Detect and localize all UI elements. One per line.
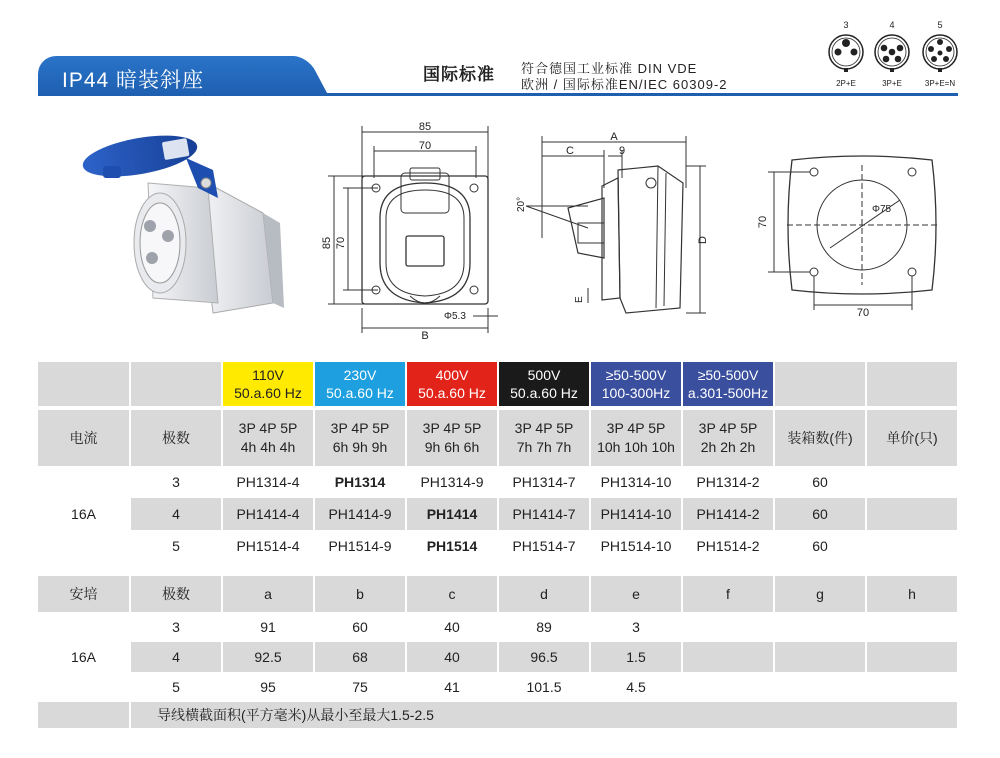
dimension-header-row: 安培 极数 a b c d e f g h — [38, 576, 958, 612]
front-dim-bottom: B — [421, 330, 429, 342]
side-dim-c: C — [566, 145, 574, 157]
back-view-drawing — [752, 150, 952, 320]
pole-header: 3P 4P 5P 7h 7h 7h — [498, 410, 590, 466]
side-dim-e: E — [574, 296, 585, 303]
pin-diagram-5 — [920, 20, 960, 88]
back-dim-left: 70 — [757, 215, 769, 229]
pin-diagram-label: 3P+E — [882, 79, 902, 88]
side-dim-a: A — [610, 131, 618, 143]
col-poles: 极数 — [130, 576, 222, 612]
standard-main: 国际标准 — [423, 65, 495, 84]
dimension-table — [38, 576, 959, 728]
pole-header: 3P 4P 5P 4h 4h 4h — [222, 410, 314, 466]
col-install: 安培 — [38, 576, 130, 612]
side-dim-angle: 20° — [516, 196, 527, 212]
table-row: 4 92.5 68 40 96.5 1.5 — [38, 642, 958, 672]
front-dim-top-inner: 70 — [418, 140, 432, 152]
col-price: 单价(只) — [866, 410, 958, 466]
pin-4-icon — [872, 32, 912, 72]
back-dim-bottom: 70 — [856, 307, 870, 319]
pole-header-row — [38, 410, 958, 466]
side-dim-9: 9 — [618, 145, 626, 157]
pin-diagram-4 — [872, 20, 912, 88]
front-dim-hole: Φ5.3 — [444, 311, 466, 322]
pin-diagram-num: 4 — [889, 20, 895, 30]
front-dim-left-inner: 70 — [335, 236, 347, 250]
front-dim-top-outer: 85 — [418, 121, 432, 133]
pin-5-icon — [920, 32, 960, 72]
table-row: 16A 3 PH1314-4 PH1314 PH1314-9 PH1314-7 PH1314-10 PH1314-2 60 — [38, 466, 958, 498]
voltage-cell-230: 230V 50.a.60 Hz — [314, 362, 406, 406]
footer-row — [38, 702, 958, 728]
current-cell: 16A — [38, 612, 130, 702]
pole-header: 3P 4P 5P 10h 10h 10h — [590, 410, 682, 466]
pin-diagram-label: 3P+E=N — [924, 79, 956, 88]
voltage-row — [38, 362, 958, 406]
back-dim-circle: Φ75 — [872, 204, 892, 215]
voltage-cell-400: 400V 50.a.60 Hz — [406, 362, 498, 406]
voltage-cell-110: 110V 50.a.60 Hz — [222, 362, 314, 406]
table-row: 5 PH1514-4 PH1514-9 PH1514 PH1514-7 PH1514-10 PH1514-2 60 — [38, 530, 958, 562]
voltage-cell-50-500-a: ≥50-500V 100-300Hz — [590, 362, 682, 406]
product-code-table — [38, 362, 959, 562]
pin-diagram-label: 2P+E — [836, 79, 856, 88]
page-title: IP44 暗装斜座 — [62, 69, 205, 92]
voltage-cell-50-500-b: ≥50-500V a.301-500Hz — [682, 362, 774, 406]
voltage-cell-500: 500V 50.a.60 Hz — [498, 362, 590, 406]
table-row: 5 95 75 41 101.5 4.5 — [38, 672, 958, 702]
pin-diagram-num: 3 — [843, 20, 849, 30]
front-dim-left-outer: 85 — [321, 236, 333, 250]
table-row: 4 PH1414-4 PH1414-9 PH1414 PH1414-7 PH1414-10 PH1414-2 60 — [38, 498, 958, 530]
pole-header: 3P 4P 5P 6h 9h 9h — [314, 410, 406, 466]
front-view-drawing — [318, 118, 508, 343]
pin-diagram-num: 5 — [937, 20, 943, 30]
pin-diagram-3 — [826, 20, 866, 88]
col-current: 电流 — [38, 410, 130, 466]
wire-cross-section-note: 导线横截面积(平方毫米)从最小至最大1.5-2.5 — [130, 702, 958, 728]
standard-line1: 符合德国工业标准 DIN VDE — [521, 61, 698, 76]
pin-3-icon — [826, 32, 866, 72]
side-dim-d: D — [697, 236, 709, 244]
current-cell: 16A — [38, 466, 130, 562]
col-poles: 极数 — [130, 410, 222, 466]
product-photo — [48, 128, 298, 328]
pole-header: 3P 4P 5P 9h 6h 6h — [406, 410, 498, 466]
pole-header: 3P 4P 5P 2h 2h 2h — [682, 410, 774, 466]
side-view-drawing — [508, 128, 718, 328]
col-box-qty: 装箱数(件) — [774, 410, 866, 466]
standard-line2: 欧洲 / 国际标准EN/IEC 60309-2 — [521, 77, 728, 92]
table-row: 16A 3 91 60 40 89 3 — [38, 612, 958, 642]
